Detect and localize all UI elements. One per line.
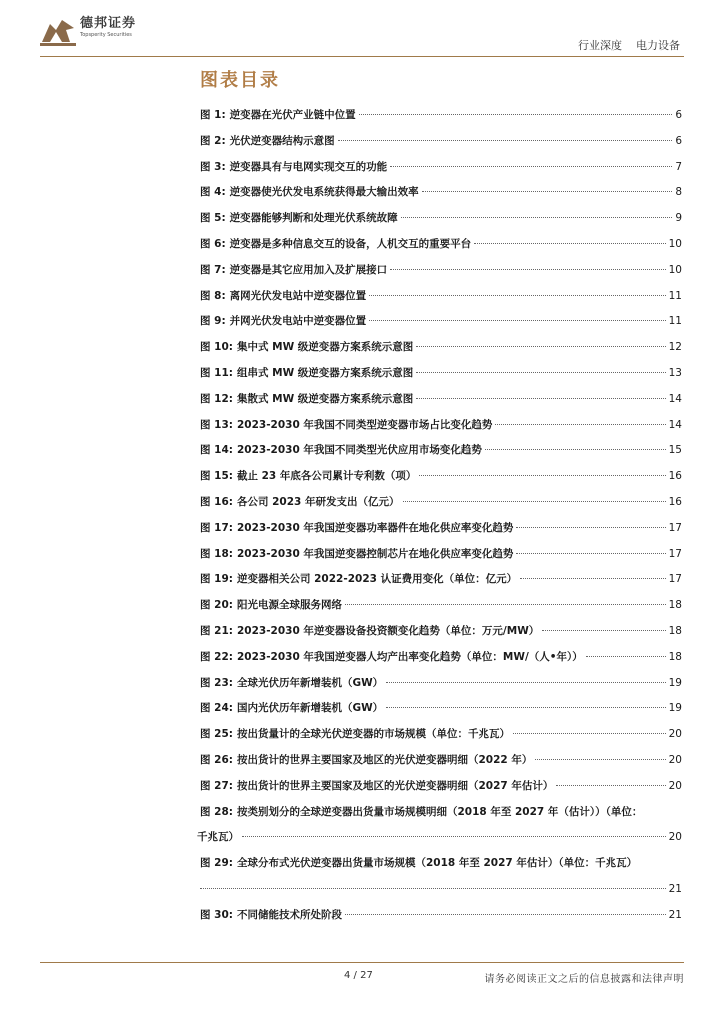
page-ref: 21 xyxy=(668,908,682,921)
figure-title: 离网光伏发电站中逆变器位置 xyxy=(229,289,367,302)
toc-entry[interactable] xyxy=(200,903,682,929)
toc-entry[interactable] xyxy=(200,464,682,490)
toc-entry[interactable] xyxy=(200,748,682,774)
figure-title: 2023-2030 年逆变器设备投资额变化趋势（单位：万元/MW） xyxy=(236,624,540,637)
toc-entry[interactable] xyxy=(200,284,682,310)
toc-entry-continuation xyxy=(197,877,682,903)
figure-title: 逆变器相关公司 2022-2023 认证费用变化（单位：亿元） xyxy=(236,573,518,586)
toc-entry[interactable] xyxy=(200,516,682,542)
page-ref: 16 xyxy=(668,470,682,483)
legal-disclaimer: 请务必阅读正文之后的信息披露和法律声明 xyxy=(484,974,684,985)
figure-label: 图 25: xyxy=(200,728,233,741)
figure-label: 图 1: xyxy=(200,109,226,121)
figure-title: 2023-2030 年我国不同类型光伏应用市场变化趋势 xyxy=(236,444,482,457)
figure-title: 按类别划分的全球逆变器出货量市场规模明细（2018 年至 2027 年（估计））（单位： xyxy=(236,805,643,818)
dot-leader xyxy=(390,269,665,270)
page-ref: 14 xyxy=(668,392,682,405)
dot-leader xyxy=(495,424,665,425)
toc-entry[interactable] xyxy=(200,645,682,671)
figure-label: 图 10: xyxy=(200,341,233,354)
figure-label: 图 16: xyxy=(200,495,233,508)
page-ref: 16 xyxy=(668,495,682,508)
dot-leader xyxy=(345,914,666,915)
dot-leader xyxy=(416,346,665,347)
brand-name-cn: 德邦证券 xyxy=(80,16,137,31)
dot-leader xyxy=(359,114,673,115)
dot-leader xyxy=(369,320,665,321)
toc-entry[interactable] xyxy=(200,387,682,413)
figure-label: 图 29: xyxy=(200,857,233,870)
dot-leader xyxy=(403,501,666,502)
toc-entry-line xyxy=(200,464,682,490)
toc-entry-line xyxy=(200,309,682,335)
toc-entry[interactable] xyxy=(200,206,682,232)
toc-entry-line xyxy=(200,800,682,826)
toc-entry[interactable] xyxy=(200,361,682,387)
toc-entry-line xyxy=(200,593,682,619)
page-ref: 20 xyxy=(668,753,682,766)
toc-entry[interactable] xyxy=(200,696,682,722)
page-ref: 19 xyxy=(668,676,682,689)
page-ref: 20 xyxy=(668,831,682,844)
figure-title: 组串式 MW 级逆变器方案系统示意图 xyxy=(236,366,414,379)
toc-entry-line xyxy=(200,516,682,542)
toc-entry-line xyxy=(200,542,682,568)
figure-label: 图 8: xyxy=(200,289,226,302)
dot-leader xyxy=(401,217,673,218)
toc-entry-line xyxy=(200,567,682,593)
toc-entry[interactable] xyxy=(200,180,682,206)
toc-entry-line xyxy=(200,903,682,929)
dot-leader xyxy=(556,785,665,786)
toc-entry-line xyxy=(200,438,682,464)
dot-leader xyxy=(345,604,666,605)
page-ref: 8 xyxy=(675,186,682,199)
page-ref: 9 xyxy=(675,212,682,225)
dot-leader xyxy=(516,527,665,528)
toc-entry-continuation xyxy=(197,825,682,851)
toc-entry-line xyxy=(200,696,682,722)
page-ref: 11 xyxy=(668,315,682,328)
figure-label: 图 14: xyxy=(200,444,233,457)
toc-entry-line xyxy=(200,722,682,748)
dot-leader xyxy=(416,398,665,399)
toc-entry-line xyxy=(200,361,682,387)
toc-entry[interactable] xyxy=(200,851,682,903)
figure-title: 逆变器具有与电网实现交互的功能 xyxy=(229,160,388,173)
toc-entry-line xyxy=(200,645,682,671)
figure-label: 图 27: xyxy=(200,779,233,792)
page-ref: 18 xyxy=(668,650,682,663)
category-label: 行业深度 xyxy=(578,39,622,52)
toc-entry[interactable] xyxy=(200,490,682,516)
toc-entry-line xyxy=(200,284,682,310)
figure-label: 图 26: xyxy=(200,753,233,766)
toc-entry[interactable] xyxy=(200,335,682,361)
figure-title: 截止 23 年底各公司累计专利数（项） xyxy=(236,470,417,483)
toc-entry-line xyxy=(200,335,682,361)
figure-label: 图 3: xyxy=(200,160,226,173)
page-ref: 20 xyxy=(668,728,682,741)
figure-label: 图 11: xyxy=(200,366,233,379)
figure-label: 图 21: xyxy=(200,624,233,637)
toc-entry[interactable] xyxy=(200,413,682,439)
figure-title: 逆变器使光伏发电系统获得最大输出效率 xyxy=(229,186,419,199)
dot-leader xyxy=(520,578,666,579)
figure-title: 光伏逆变器结构示意图 xyxy=(229,134,335,147)
page-ref: 7 xyxy=(675,160,682,173)
brand-name xyxy=(80,16,136,39)
figure-label: 图 17: xyxy=(200,521,233,534)
toc-entry[interactable] xyxy=(200,671,682,697)
toc-entry-line xyxy=(200,413,682,439)
toc-entry[interactable] xyxy=(197,800,682,852)
figure-label: 图 23: xyxy=(200,676,233,689)
figure-label: 图 28: xyxy=(200,805,233,818)
figure-label: 图 9: xyxy=(200,315,226,328)
figure-title: 集散式 MW 级逆变器方案系统示意图 xyxy=(236,392,414,405)
toc-entry-line xyxy=(200,851,682,877)
dot-leader xyxy=(242,836,666,837)
toc-entry-line xyxy=(200,206,682,232)
figure-title: 2023-2030 年我国逆变器功率器件在地化供应率变化趋势 xyxy=(236,521,514,534)
figure-title: 逆变器是其它应用加入及扩展接口 xyxy=(229,263,388,276)
dot-leader xyxy=(542,630,665,631)
header-divider xyxy=(40,56,684,57)
toc-entry-line xyxy=(200,258,682,284)
footer-divider xyxy=(40,962,684,963)
toc-entry-line xyxy=(200,671,682,697)
figure-title: 2023-2030 年我国逆变器人均产出率变化趋势（单位：MW/（人•年）） xyxy=(236,650,583,663)
dot-leader xyxy=(513,733,666,734)
dot-leader xyxy=(386,682,665,683)
figure-title-continued: 千兆瓦） xyxy=(197,831,239,844)
report-category xyxy=(578,37,680,53)
dot-leader xyxy=(535,759,665,760)
dot-leader xyxy=(485,449,666,450)
toc-entry[interactable] xyxy=(200,155,682,181)
page-ref: 18 xyxy=(668,599,682,612)
figure-title: 逆变器在光伏产业链中位置 xyxy=(229,109,356,121)
page-ref: 6 xyxy=(675,109,682,121)
figure-title: 各公司 2023 年研发支出（亿元） xyxy=(236,495,400,508)
toc-entry[interactable] xyxy=(200,567,682,593)
toc-entry[interactable] xyxy=(200,722,682,748)
toc-entry-line xyxy=(200,387,682,413)
figure-label: 图 18: xyxy=(200,547,233,560)
figure-title: 2023-2030 年我国逆变器控制芯片在地化供应率变化趋势 xyxy=(236,547,514,560)
toc-entry[interactable] xyxy=(200,232,682,258)
figure-label: 图 7: xyxy=(200,263,226,276)
dot-leader xyxy=(422,191,673,192)
figure-title: 按出货计的世界主要国家及地区的光伏逆变器明细（2027 年估计） xyxy=(236,779,554,792)
figure-title: 按出货量计的全球光伏逆变器的市场规模（单位：千兆瓦） xyxy=(236,728,510,741)
figure-title: 全球分布式光伏逆变器出货量市场规模（2018 年至 2027 年估计）（单位：千兆瓦） xyxy=(236,857,638,870)
figure-label: 图 5: xyxy=(200,212,226,225)
figure-label: 图 2: xyxy=(200,134,226,147)
figure-label: 图 22: xyxy=(200,650,233,663)
figure-title: 阳光电源全球服务网络 xyxy=(236,599,342,612)
page-ref: 20 xyxy=(668,779,682,792)
page-ref: 17 xyxy=(668,573,682,586)
toc-entry[interactable] xyxy=(200,129,682,155)
toc-entry-line xyxy=(200,103,682,129)
figure-label: 图 12: xyxy=(200,392,233,405)
page-header xyxy=(0,0,724,60)
toc-entry[interactable] xyxy=(200,774,682,800)
figure-label: 图 30: xyxy=(200,908,233,921)
page-ref: 6 xyxy=(675,134,682,147)
page-ref: 15 xyxy=(668,444,682,457)
figure-title: 集中式 MW 级逆变器方案系统示意图 xyxy=(236,341,414,354)
dot-leader xyxy=(416,372,665,373)
toc-entry[interactable] xyxy=(200,593,682,619)
toc-entry-line xyxy=(200,129,682,155)
figure-title: 全球光伏历年新增装机（GW） xyxy=(236,676,384,689)
dot-leader xyxy=(369,295,665,296)
toc-entry[interactable] xyxy=(200,309,682,335)
page-ref: 21 xyxy=(668,882,682,895)
dot-leader xyxy=(386,707,665,708)
dot-leader xyxy=(474,243,665,244)
page-number: 4 / 27 xyxy=(344,970,373,981)
dot-leader xyxy=(390,166,672,167)
toc-entry-line xyxy=(200,180,682,206)
page-ref: 14 xyxy=(668,418,682,431)
page-ref: 10 xyxy=(668,237,682,250)
brand-logo-icon xyxy=(40,16,76,46)
figure-label: 图 24: xyxy=(200,702,233,715)
page-ref: 11 xyxy=(668,289,682,302)
dot-leader xyxy=(200,888,666,889)
page-ref: 18 xyxy=(668,624,682,637)
toc-entry[interactable] xyxy=(200,542,682,568)
dot-leader xyxy=(338,140,673,141)
figure-label: 图 15: xyxy=(200,470,233,483)
figure-title: 按出货计的世界主要国家及地区的光伏逆变器明细（2022 年） xyxy=(236,753,533,766)
page-ref: 13 xyxy=(668,366,682,379)
toc-entry-line xyxy=(200,748,682,774)
page-ref: 17 xyxy=(668,547,682,560)
figure-label: 图 13: xyxy=(200,418,233,431)
toc-entry-line xyxy=(200,232,682,258)
brand-name-en: Topsperity Securities xyxy=(80,32,132,38)
figure-title: 不同储能技术所处阶段 xyxy=(236,908,342,921)
dot-leader xyxy=(516,553,665,554)
toc-entry[interactable] xyxy=(200,438,682,464)
page-ref: 17 xyxy=(668,521,682,534)
toc-entry[interactable] xyxy=(200,258,682,284)
page-ref: 19 xyxy=(668,702,682,715)
dot-leader xyxy=(586,656,666,657)
toc-entry[interactable] xyxy=(200,103,682,129)
figure-label: 图 6: xyxy=(200,237,226,250)
sector-label: 电力设备 xyxy=(636,39,680,52)
dot-leader xyxy=(419,475,665,476)
toc-entry[interactable] xyxy=(200,619,682,645)
figure-title: 逆变器能够判断和处理光伏系统故障 xyxy=(229,212,398,225)
figure-title: 国内光伏历年新增装机（GW） xyxy=(236,702,384,715)
page-ref: 12 xyxy=(668,341,682,354)
page-title: 图表目录 xyxy=(200,70,280,91)
toc-entry-line xyxy=(200,774,682,800)
table-of-figures xyxy=(197,103,682,929)
figure-label: 图 20: xyxy=(200,599,233,612)
figure-label: 图 19: xyxy=(200,573,233,586)
toc-entry-line xyxy=(200,619,682,645)
page-ref: 10 xyxy=(668,263,682,276)
toc-entry-line xyxy=(200,155,682,181)
figure-label: 图 4: xyxy=(200,186,226,199)
figure-title: 并网光伏发电站中逆变器位置 xyxy=(229,315,367,328)
figure-title: 2023-2030 年我国不同类型逆变器市场占比变化趋势 xyxy=(236,418,493,431)
figure-title: 逆变器是多种信息交互的设备，人机交互的重要平台 xyxy=(229,237,472,250)
toc-entry-line xyxy=(200,490,682,516)
